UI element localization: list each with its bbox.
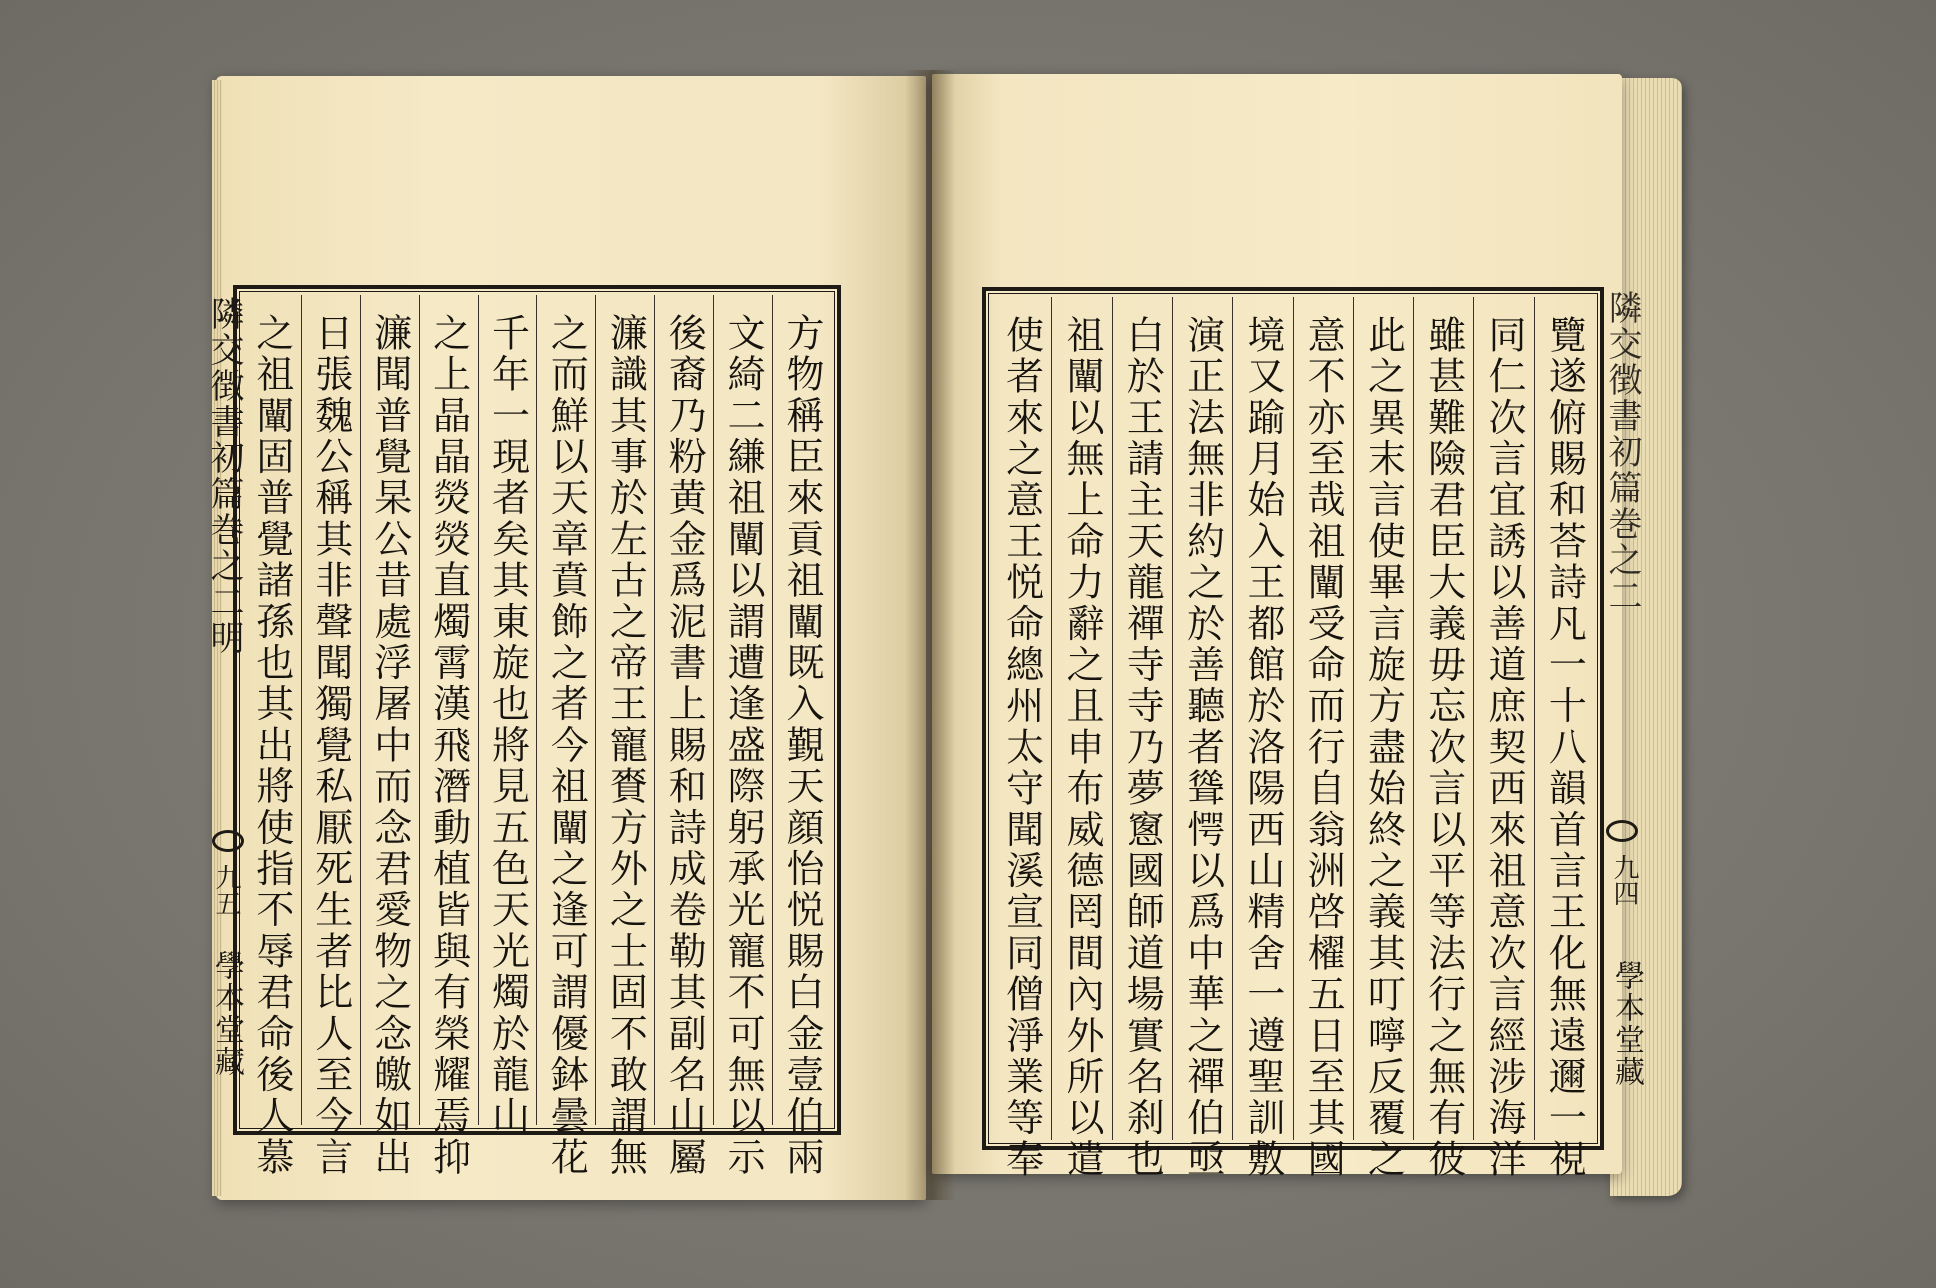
left-fore-edge-title: 隣交徴書初篇巻之二明 [204,296,244,656]
text-column [1293,297,1353,1181]
text-column [1172,297,1232,1181]
text-column [301,295,360,1179]
column-text: 之而鮮以天章賁飾之者今祖闡之逢可謂優鉢曇花 [544,313,589,1179]
text-column [1353,297,1413,1181]
column-text: 之祖闡固普覺諸孫也其出將使指不辱君命後人慕 [249,313,294,1179]
left-columns [243,295,831,1179]
text-column [419,295,478,1179]
left-text-frame [233,285,841,1179]
text-column [654,295,713,1179]
right-columns [992,297,1594,1181]
column-text: 濂識其事於左古之帝王寵賚方外之士固不敢謂無 [603,313,648,1179]
column-text: 意不亦至哉祖闡受命而行自翁洲啓櫂五日至其國 [1301,315,1346,1181]
text-column [360,295,419,1179]
column-text: 方物稱臣來貢祖闡既入覲天顔怡悦賜白金壹伯兩 [780,313,825,1179]
text-column [992,297,1051,1181]
text-column [713,295,772,1179]
column-text: 白於王請主天龍禪寺寺乃夢窻國師道場實名刹也 [1120,315,1165,1181]
text-column [1413,297,1473,1181]
text-column [1232,297,1292,1181]
book-gutter [905,70,955,1200]
left-page-number: 九五 [211,864,241,916]
text-column [1534,297,1594,1181]
right-publisher-mark: 學本堂藏 [1609,960,1644,1088]
column-text: 後裔乃粉黄金爲泥書上賜和詩成卷勒其副名山屬 [662,313,707,1179]
text-column [1473,297,1533,1181]
column-text: 使者來之意王悦命總州太守聞溪宣同僧淨業等奉 [999,315,1044,1181]
column-text: 同仁次言宜誘以善道庶契西來祖意次言經涉海洋 [1482,315,1527,1181]
text-column [1051,297,1111,1181]
column-text: 雖甚難險君臣大義毋忘次言以平等法行之無有彼 [1421,315,1466,1181]
column-text: 演正法無非約之於善聽者聳愕以爲中華之禪伯亟 [1180,315,1225,1181]
text-column [772,295,831,1179]
column-text: 覽遂俯賜和荅詩凡一十八韻首言王化無遠邇一視 [1542,315,1587,1181]
text-column [595,295,654,1179]
text-column [536,295,595,1179]
column-text: 此之異末言使畢言旋方盡始終之義其叮嚀反覆之 [1361,315,1406,1181]
text-column [478,295,537,1137]
text-column [243,295,301,1179]
right-page-number: 九四 [1609,854,1639,906]
column-text: 文綺二縑祖闡以謂遭逢盛際躬承光寵不可無以示 [721,313,766,1179]
right-fore-edge-title: 隣交徴書初篇巻之二 [1602,290,1642,614]
column-text: 日張魏公稱其非聲聞獨覺私厭死生者比人至今言 [308,313,353,1179]
column-text: 濂聞普覺杲公昔處浮屠中而念君愛物之念皦如出 [367,313,412,1179]
column-text: 千年一現者矣其東旋也將見五色天光燭於龍山 [485,313,530,1137]
fishtail-mark-icon [1606,820,1638,842]
fishtail-mark-icon [212,830,244,852]
right-text-frame [982,287,1604,1181]
column-text: 祖闡以無上命力辭之且申布威德罔間內外所以遣 [1059,315,1104,1181]
left-publisher-mark: 學本堂藏 [209,950,244,1078]
column-text: 境又踰月始入王都館於洛陽西山精舍一遵聖訓敷 [1240,315,1285,1181]
column-text: 之上晶晶熒熒直燭霄漢飛潛動植皆與有榮耀焉抑 [426,313,471,1179]
text-column [1112,297,1172,1181]
